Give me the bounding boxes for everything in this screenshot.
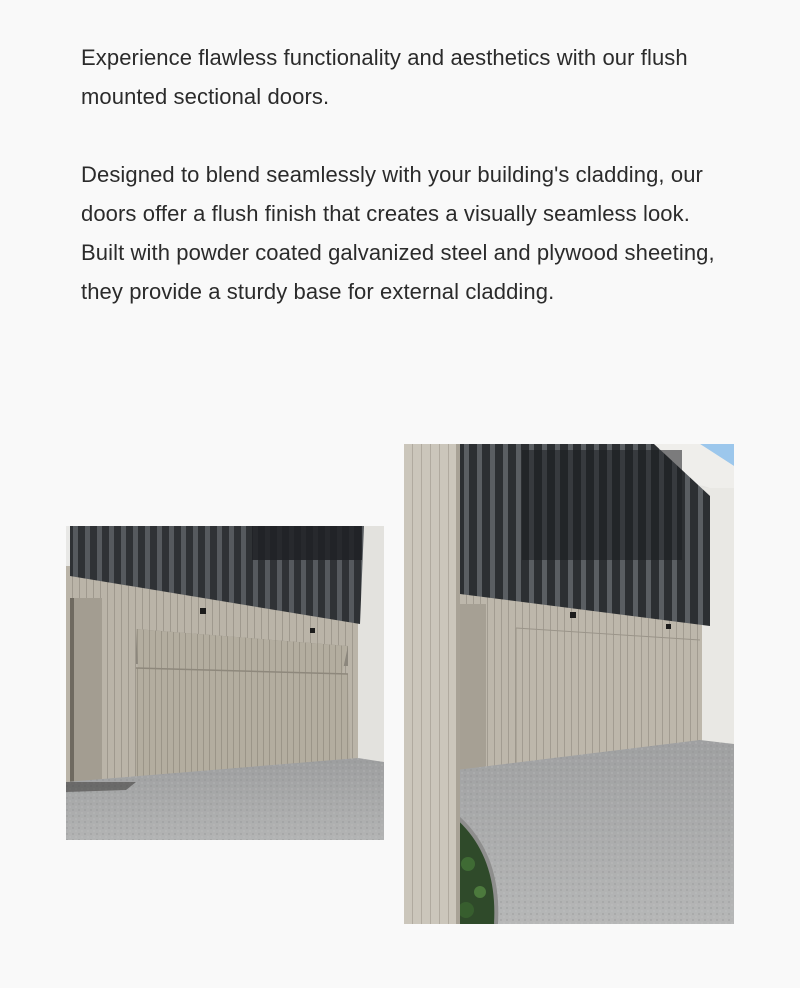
door-closed-illustration: [404, 444, 734, 924]
door-open-illustration: [66, 526, 384, 840]
intro-paragraph: Experience flawless functionality and aesthetics with our flush mounted sectional doors.: [81, 45, 688, 109]
photo-door-closed-flush: [404, 444, 734, 924]
photo-door-partially-open: [66, 526, 384, 840]
detail-paragraph: Designed to blend seamlessly with your building's cladding, our doors offer a flush finish that creates a visually seamless look. Built with powder coated galvanized steel and plywood sheeting, they provide a sturdy base for external cladding.: [81, 162, 715, 304]
product-description: [81, 38, 721, 311]
